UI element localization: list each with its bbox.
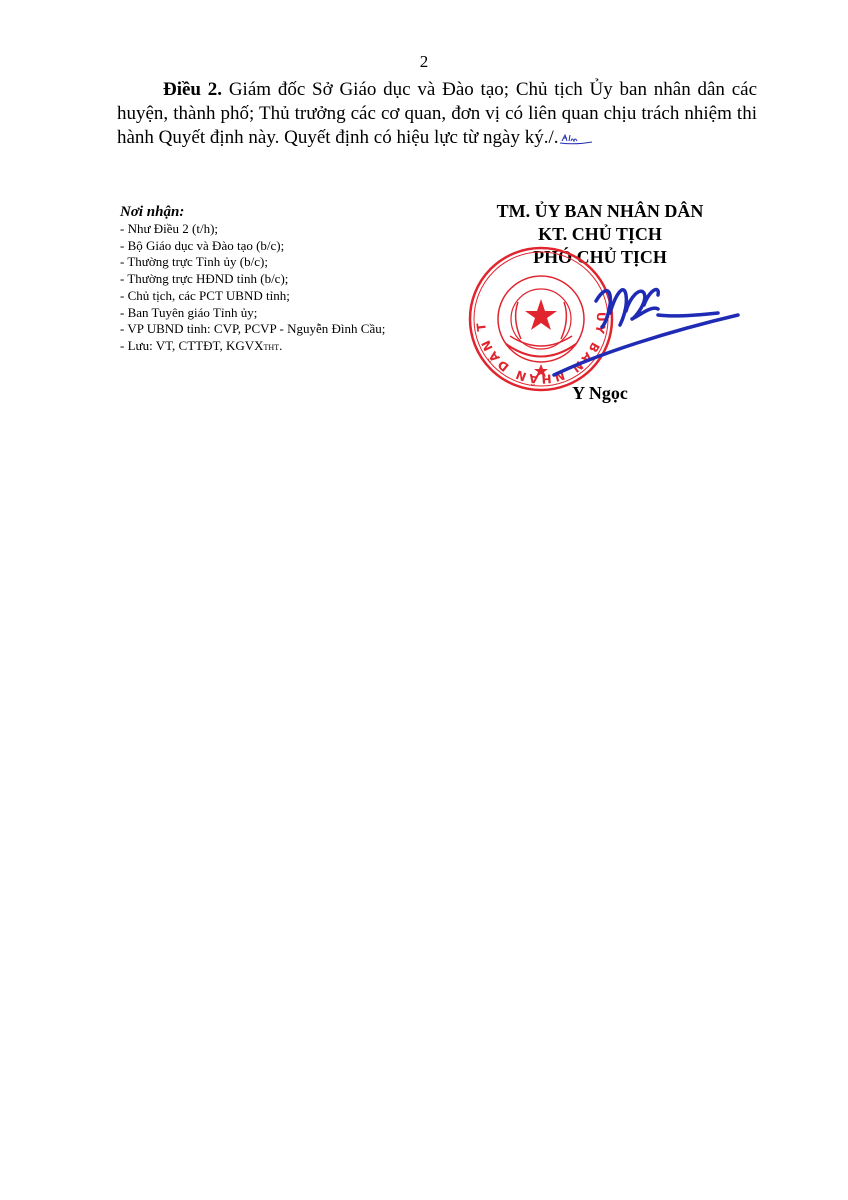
signature-title-3: PHÓ CHỦ TỊCH <box>533 247 667 267</box>
article-label: Điều 2. <box>163 79 223 100</box>
recipient-item: - Thường trực HĐND tỉnh (b/c); <box>120 271 289 287</box>
recipient-item: - Chủ tịch, các PCT UBND tỉnh; <box>120 287 290 303</box>
article-text: Giám đốc Sở Giáo dục và Đào tạo; Chủ tịch Ủy ban nhân dân các huyện, thành phố; Thủ trưởng các cơ quan, đơn vị có liên quan chịu trách nhiệm thi hành Quyết định này. Quyết định có hiệu lực từ ngày ký./. <box>117 79 758 148</box>
signature-title-1: TM. ỦY BAN NHÂN DÂN <box>496 201 704 221</box>
archive-end: . <box>279 337 283 353</box>
recipient-item: - Thường trực Tỉnh ủy (b/c); <box>120 254 268 270</box>
handwritten-signature-icon <box>540 265 745 380</box>
signature-title-2: KT. CHỦ TỊCH <box>538 224 662 244</box>
article-2-paragraph <box>117 78 757 152</box>
recipient-item: - VP UBND tỉnh: CVP, PCVP - Nguyễn Đình Cầu; <box>120 321 386 337</box>
recipients-heading: Nơi nhận: <box>120 204 185 220</box>
recipient-item-archive <box>120 338 460 357</box>
initials-mark <box>559 128 593 152</box>
recipients-list <box>120 203 460 357</box>
page-number: 2 <box>419 52 429 71</box>
seal-text: ỦY BAN NHÂN DÂN T <box>473 311 609 387</box>
recipient-item: - Bộ Giáo dục và Đào tạo (b/c); <box>120 237 285 253</box>
recipient-item: - Ban Tuyên giáo Tỉnh ủy; <box>120 304 258 320</box>
archive-code: THT <box>263 342 280 352</box>
archive-text: - Lưu: VT, CTTĐT, KGVX <box>120 337 264 353</box>
signer-name: Y Ngọc <box>572 383 628 403</box>
recipient-item: - Như Điều 2 (t/h); <box>120 221 219 236</box>
